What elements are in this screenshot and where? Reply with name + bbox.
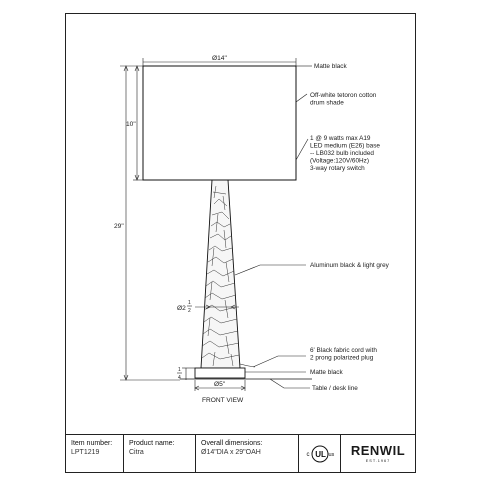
note-cord-2: 2 prong polarized plug — [310, 354, 374, 362]
overall-height-label: 29" — [114, 223, 124, 230]
note-bulb-3: -- LB032 bulb included — [310, 150, 374, 157]
brand-logo: RENWIL — [350, 442, 406, 458]
note-shade-top: Matte black — [314, 63, 347, 70]
product-name-value: Citra — [129, 449, 144, 456]
note-shade-material-1: Off-white tetoron cotton — [310, 92, 377, 99]
note-table-line: Table / desk line — [312, 385, 358, 392]
overall-dimensions-label: Overall dimensions: — [201, 440, 263, 447]
brand-cell — [341, 435, 415, 472]
ul-prefix-text: c — [306, 451, 309, 458]
note-base-finish: Matte black — [310, 369, 343, 376]
note-bulb-2: LED medium (E26) base — [310, 142, 380, 150]
overall-dimensions-cell — [196, 435, 299, 472]
shade-height-label: 10" — [126, 121, 136, 128]
shade-diameter-label: Ø14" — [212, 55, 227, 62]
neck-diameter-frac-num: 1 — [188, 300, 191, 306]
title-block — [66, 434, 415, 472]
ul-suffix-text: us — [328, 451, 334, 458]
note-bulb-4: (Voltage:120V/60Hz) — [310, 157, 369, 165]
note-bulb-1: 1 @ 9 watts max A19 — [310, 135, 371, 142]
item-number-label: Item number: — [71, 440, 113, 447]
item-number-value: LPT1219 — [71, 449, 100, 456]
base-diameter-label: Ø5" — [214, 381, 226, 388]
product-name-label: Product name: — [129, 440, 175, 447]
item-number-cell — [66, 435, 124, 472]
note-body-finish: Aluminum black & light grey — [310, 262, 389, 269]
note-cord-1: 6' Black fabric cord with — [310, 347, 377, 354]
overall-dimensions-value: Ø14"DIA x 29"OAH — [201, 449, 261, 456]
neck-diameter-label: Ø2 — [177, 305, 186, 312]
lamp-base — [195, 368, 245, 378]
base-height-den: 4 — [178, 375, 181, 381]
power-cord — [240, 364, 255, 367]
ul-mark-text: UL — [314, 449, 326, 459]
product-name-cell — [124, 435, 196, 472]
brand-established: EST.1967 — [365, 458, 391, 463]
lamp-body — [201, 180, 240, 368]
note-bulb-5: 3-way rotary switch — [310, 165, 365, 172]
note-shade-material-2: drum shade — [310, 99, 344, 107]
lamp-shade — [143, 66, 296, 180]
ul-listed-icon — [305, 444, 335, 464]
view-label: FRONT VIEW — [202, 397, 244, 404]
base-height-num: 1 — [178, 367, 181, 373]
ul-listing-cell — [299, 435, 341, 472]
neck-diameter-frac-den: 2 — [188, 308, 191, 314]
